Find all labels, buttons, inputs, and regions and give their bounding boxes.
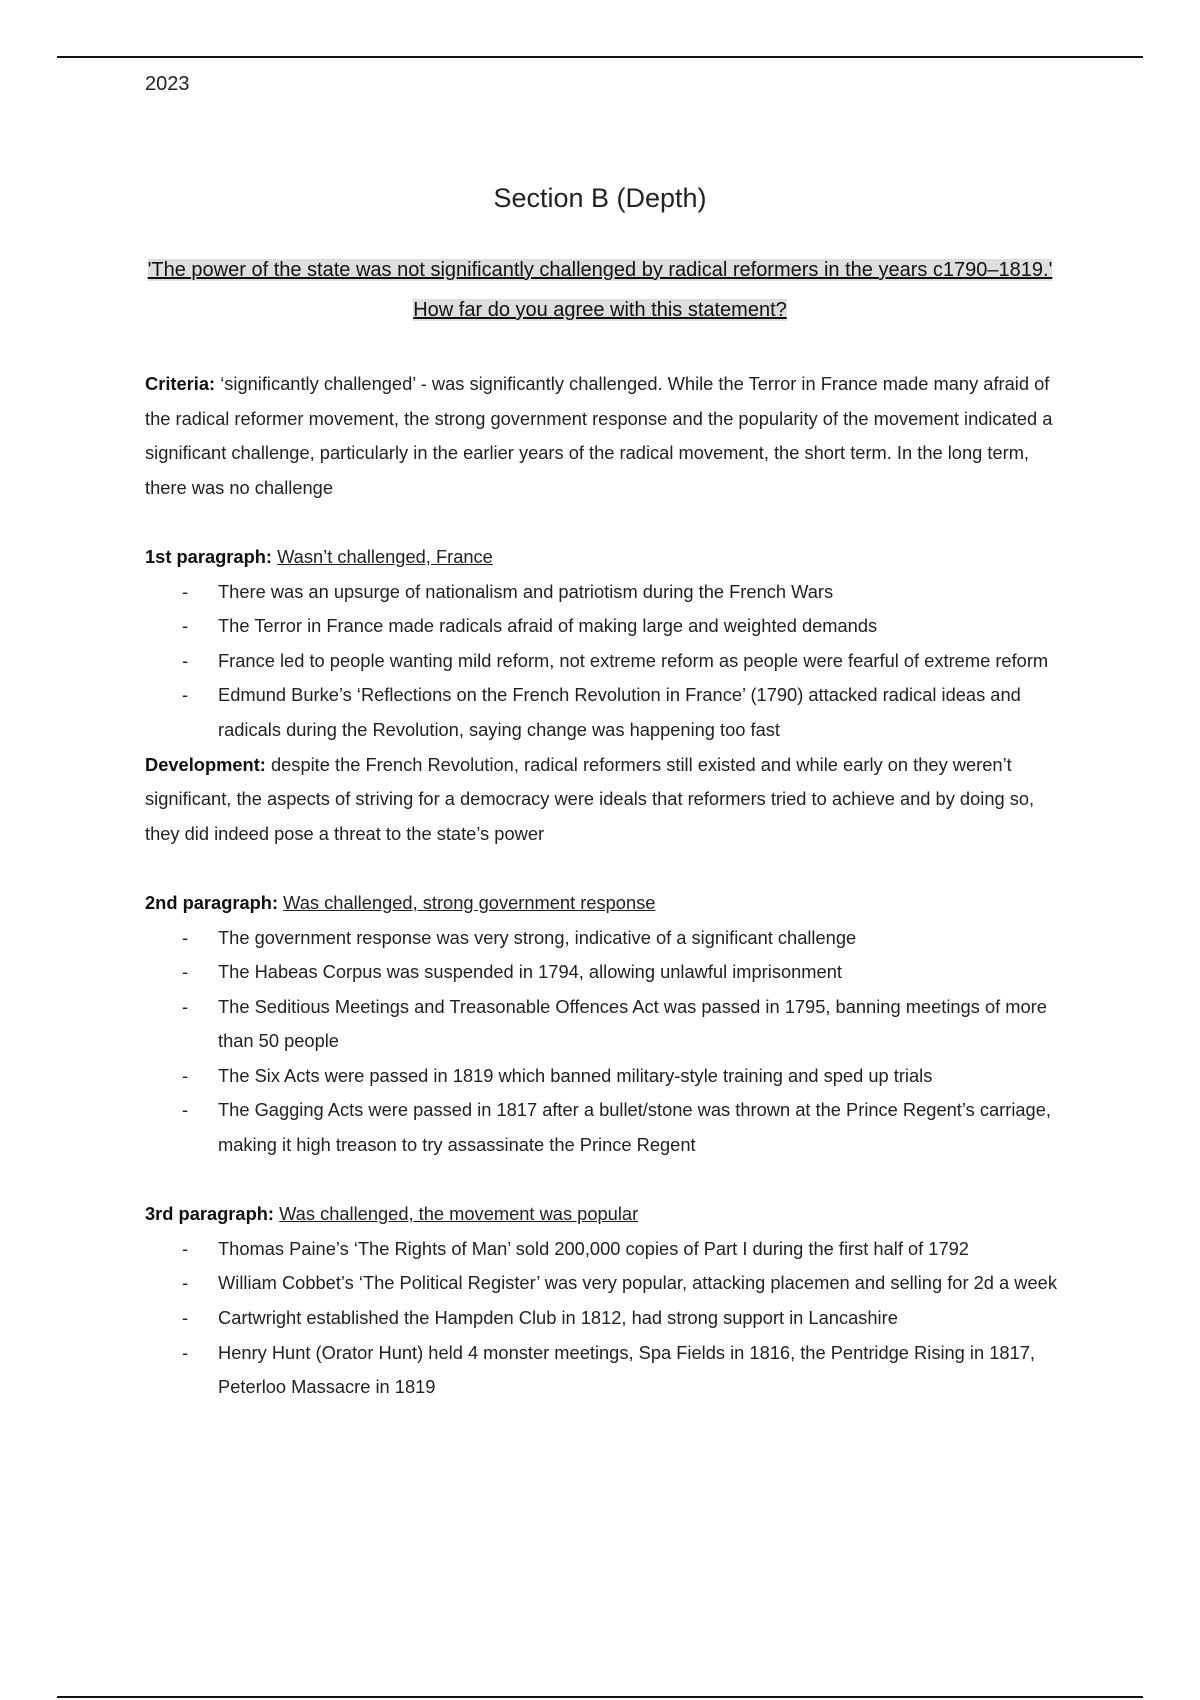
- list-item: - The Gagging Acts were passed in 1817 after a bullet/stone was thrown at the Prince Regent’s carriage, making it high treason to try assassinate the Prince Regent: [145, 1093, 1065, 1162]
- page-year: 2023: [145, 73, 190, 95]
- essay-plan: [145, 367, 1065, 1405]
- list-item: - Edmund Burke’s ‘Reflections on the French Revolution in France’ (1790) attacked radical ideas and radicals during the Revolution, saying change was happening too fast: [145, 678, 1065, 747]
- list-item: - William Cobbet’s ‘The Political Register’ was very popular, attacking placemen and selling for 2d a week: [145, 1266, 1065, 1301]
- footer-rule: [57, 1696, 1143, 1698]
- essay-question: [145, 250, 1055, 330]
- paragraph3-heading: [145, 1197, 1065, 1232]
- paragraph3-label: 3rd paragraph:: [145, 1203, 275, 1225]
- bullet-dash: -: [182, 1064, 189, 1086]
- list-item: - The Seditious Meetings and Treasonable Offences Act was passed in 1795, banning meetings of more than 50 people: [145, 990, 1065, 1059]
- bullet-dash: -: [182, 684, 189, 706]
- essay-question-text: 'The power of the state was not significantly challenged by radical reformers in the years c1790–1819.' How far do you agree with this statement?: [147, 259, 1053, 321]
- header-rule: [57, 56, 1143, 58]
- criteria-text: ‘significantly challenged’ - was significantly challenged. While the Terror in France made many afraid of the radical reformer movement, the strong government response and the popularity of the movement indicated a significant challenge, particularly in the earlier years of the radical movement, the short term. In the long term, there was no challenge: [145, 373, 1053, 498]
- development-paragraph: [145, 748, 1065, 852]
- list-item: - Cartwright established the Hampden Club in 1812, had strong support in Lancashire: [145, 1301, 1065, 1336]
- development-text: despite the French Revolution, radical reformers still existed and while early on they weren’t significant, the aspects of striving for a democracy were ideals that reformers tried to achieve and by doing so, they did indeed pose a threat to the state’s power: [145, 753, 1035, 844]
- paragraph2-heading: [145, 886, 1065, 921]
- bullet-dash: -: [182, 961, 189, 983]
- paragraph2-bullet-list: [145, 921, 1065, 1163]
- paragraph1-bullet-list: [145, 575, 1065, 748]
- bullet-dash: -: [182, 1341, 189, 1363]
- list-item: - The Habeas Corpus was suspended in 1794, allowing unlawful imprisonment: [145, 955, 1065, 990]
- list-item: - Thomas Paine’s ‘The Rights of Man’ sold 200,000 copies of Part I during the first half of 1792: [145, 1232, 1065, 1267]
- list-item: - There was an upsurge of nationalism and patriotism during the French Wars: [145, 575, 1065, 610]
- section-title: Section B (Depth): [493, 183, 707, 213]
- bullet-dash: -: [182, 995, 189, 1017]
- list-item: - France led to people wanting mild reform, not extreme reform as people were fearful of extreme reform: [145, 644, 1065, 679]
- paragraph1-heading: [145, 540, 1065, 575]
- paragraph3-heading-text: Was challenged, the movement was popular: [279, 1203, 639, 1225]
- paragraph1-label: 1st paragraph:: [145, 545, 272, 567]
- bullet-dash: -: [182, 615, 189, 637]
- bullet-dash: -: [182, 1272, 189, 1294]
- paragraph2-label: 2nd paragraph:: [145, 891, 279, 913]
- list-item: - The government response was very strong, indicative of a significant challenge: [145, 921, 1065, 956]
- bullet-dash: -: [182, 1099, 189, 1121]
- criteria-paragraph: [145, 367, 1065, 505]
- bullet-dash: -: [182, 649, 189, 671]
- bullet-dash: -: [182, 580, 189, 602]
- paragraph2-heading-text: Was challenged, strong government response: [283, 891, 656, 913]
- list-item: - Henry Hunt (Orator Hunt) held 4 monster meetings, Spa Fields in 1816, the Pentridge Rising in 1817, Peterloo Massacre in 1819: [145, 1336, 1065, 1405]
- bullet-dash: -: [182, 1307, 189, 1329]
- bullet-dash: -: [182, 926, 189, 948]
- development-label: Development:: [145, 753, 266, 775]
- list-item: - The Terror in France made radicals afraid of making large and weighted demands: [145, 609, 1065, 644]
- paragraph3-bullet-list: [145, 1232, 1065, 1405]
- list-item: - The Six Acts were passed in 1819 which banned military-style training and sped up trials: [145, 1059, 1065, 1094]
- paragraph1-heading-text: Wasn’t challenged, France: [277, 545, 493, 567]
- bullet-dash: -: [182, 1237, 189, 1259]
- criteria-label: Criteria:: [145, 373, 216, 394]
